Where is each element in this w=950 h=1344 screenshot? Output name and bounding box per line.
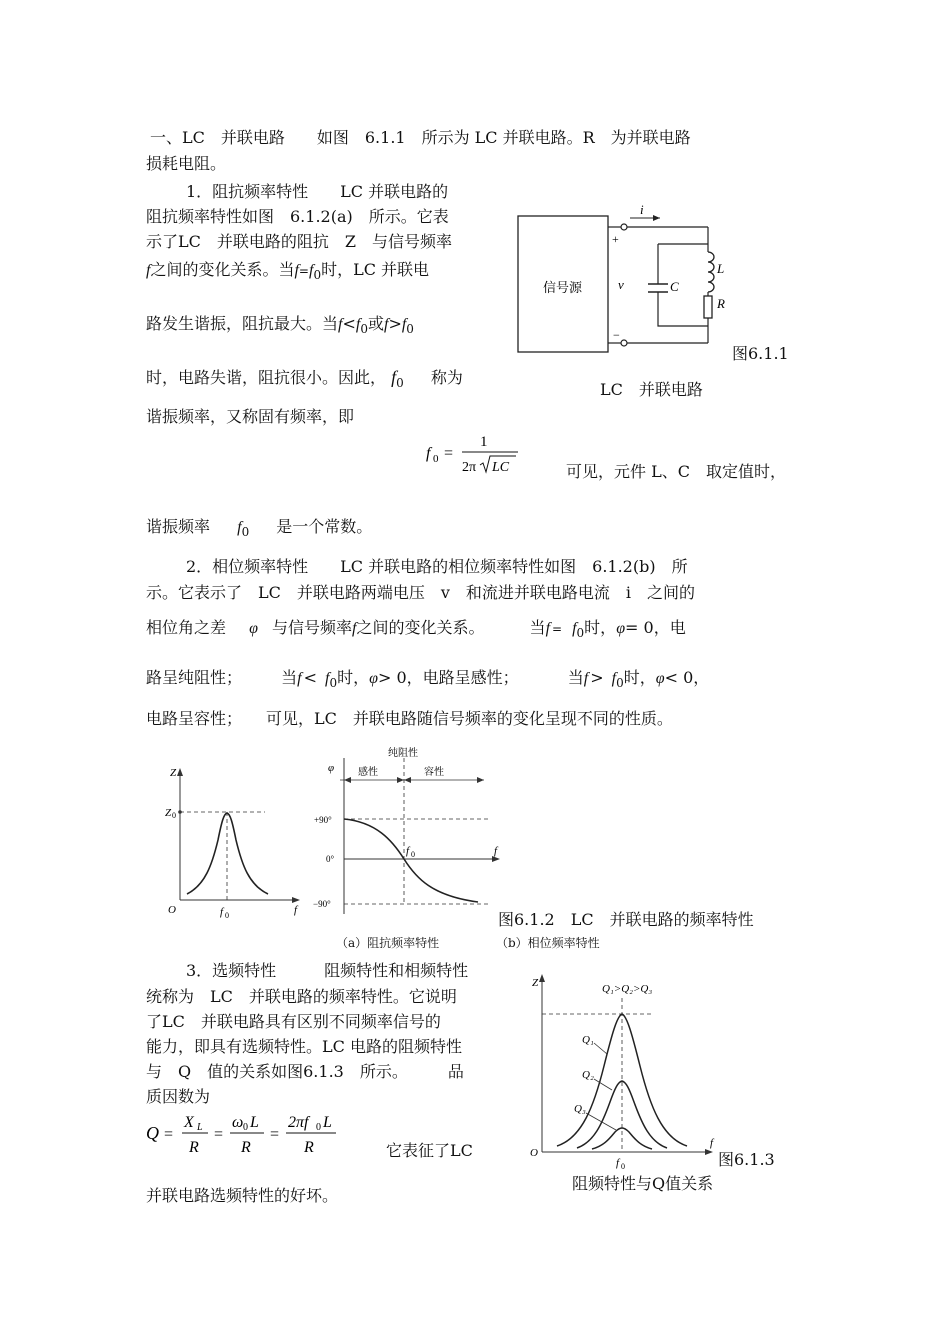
x-axis-label: f: [494, 845, 498, 857]
twopif-numerator: 2πf: [288, 1114, 309, 1131]
q3-label: Q₃: [574, 1103, 586, 1115]
formula-lhs: f: [426, 445, 431, 462]
q3-leader: [586, 1113, 616, 1130]
r-denominator: R: [304, 1139, 314, 1156]
formula-eq: =: [444, 445, 454, 462]
symbol-sub0: 0: [576, 626, 585, 641]
origin-label: O: [530, 1147, 538, 1159]
terminal-bottom: [621, 340, 627, 346]
q-relation-label: Q₁>Q₂>Q₃: [602, 983, 653, 995]
phase-line4-text-d: > 0，电路呈感性；: [377, 668, 519, 687]
phase-line3: [146, 620, 686, 639]
capacitive-label: 容性: [424, 767, 444, 778]
impedance-line8: [146, 519, 372, 538]
origin-label: O: [168, 904, 176, 916]
impedance-line7: 谐振频率，又称固有频率，即: [146, 407, 355, 426]
impedance-line1: 1．阻抗频率特性 LC 并联电路的: [186, 182, 449, 201]
zero-label: 0°: [326, 854, 335, 864]
phase-line4-text-a: 路呈纯阻性；: [146, 668, 243, 687]
symbol-f: f: [146, 262, 151, 279]
current-label: i: [640, 202, 644, 217]
voltage-label: v: [618, 277, 624, 292]
inductive-label: 感性: [358, 767, 378, 778]
xl-sub: L: [197, 1122, 203, 1133]
symbol-f: f: [583, 670, 589, 687]
q-factor-chart: [522, 966, 722, 1172]
circuit-diagram: [516, 196, 746, 358]
impedance-line8-text-a: 谐振频率: [146, 517, 211, 536]
phase-line5: 电路呈容性； 可见，LC 并联电路随信号频率的变化呈现不同的性质。: [146, 709, 673, 728]
impedance-line4-text-b: 时，LC 并联电: [321, 260, 430, 279]
f0-sub: 0: [225, 911, 229, 920]
impedance-line4: [146, 262, 429, 281]
current-arrowhead: [653, 215, 660, 221]
symbol-lt: <: [303, 668, 317, 687]
z0-label: Z: [165, 807, 172, 819]
symbol-f0: f: [355, 316, 361, 333]
f0-label: f: [616, 1157, 620, 1169]
phase-line4-text-e: 当: [567, 668, 584, 687]
phase-line3-text-d: 当: [529, 618, 546, 637]
impedance-after-formula: 可见，元件 L、C 取定值时，: [566, 462, 786, 481]
q1-label: Q₁: [582, 1034, 594, 1046]
symbol-phi: φ: [655, 670, 665, 687]
omega-tail: L: [250, 1114, 259, 1131]
impedance-line5: [146, 316, 414, 335]
symbol-f0: f: [324, 670, 330, 687]
symbol-sub0: 0: [616, 676, 624, 691]
inductor-coil: [708, 252, 714, 292]
x-axis-label: f: [710, 1137, 714, 1149]
impedance-line6-text-b: 称为: [430, 368, 463, 387]
symbol-sub0: 0: [406, 322, 414, 337]
phase-line1: 2．相位频率特性 LC 并联电路的相位频率特性如图 6.1.2(b) 所: [186, 557, 688, 576]
phase-line4-text-c: 时，: [337, 668, 370, 687]
plus-sign: +: [612, 232, 619, 246]
selectivity-line4: 能力，即具有选频特性。LC 电路的阻频特性: [146, 1037, 462, 1056]
omega-sub: 0: [243, 1122, 248, 1133]
plus90-label: +90°: [314, 815, 332, 825]
f0-label: f: [406, 845, 410, 857]
symbol-f: f: [383, 316, 389, 333]
phase-line4-text-b: 当: [281, 668, 298, 687]
r-denominator: R: [189, 1139, 199, 1156]
signal-source-label: 信号源: [543, 280, 583, 295]
symbol-phi: φ: [616, 620, 626, 637]
q1-leader: [594, 1043, 607, 1054]
inductor-label: L: [717, 261, 725, 276]
resistor: [704, 296, 712, 318]
eq-symbol: =: [270, 1126, 280, 1143]
symbol-phi: φ: [369, 670, 378, 687]
impedance-line6: [146, 368, 463, 389]
impedance-line5-or: 或: [367, 314, 384, 333]
symbol-f0: f: [308, 262, 314, 279]
terminal-top: [621, 224, 627, 230]
fig612b-caption: （b）相位频率特性: [496, 936, 600, 950]
x-axis-arrow: [705, 1149, 713, 1155]
impedance-curve: [187, 813, 268, 894]
impedance-line4-text-a: 之间的变化关系。当: [150, 260, 295, 279]
phase-curve: [344, 819, 478, 902]
phase-line3-text-e: 时，: [584, 618, 617, 637]
branch-wires: [658, 244, 708, 326]
selectivity-line3: 了LC 并联电路具有区别不同频率信号的: [146, 1012, 441, 1031]
phase-frequency-chart: [306, 744, 504, 922]
formula-sub: 0: [433, 453, 439, 465]
phase-line3-text-b: 与信号频率: [271, 618, 352, 637]
symbol-phi: φ: [249, 620, 258, 637]
symbol-f: f: [545, 620, 551, 637]
f0-sub: 0: [411, 850, 415, 859]
y-axis-arrow: [177, 768, 183, 776]
y-axis-arrow: [539, 974, 545, 982]
fig613-caption-title: 阻频特性与Q值关系: [572, 1174, 714, 1193]
r-denominator: R: [241, 1139, 251, 1156]
selectivity-line5: 与 Q 值的关系如图6.1.3 所示。 品: [146, 1062, 464, 1081]
symbol-gt: >: [388, 314, 402, 333]
selectivity-line6: 质因数为: [146, 1087, 211, 1106]
minus90-label: −90°: [313, 899, 331, 909]
eq-symbol: =: [164, 1126, 174, 1143]
xl-numerator: X: [184, 1114, 194, 1131]
minus-sign: −: [613, 328, 620, 342]
pure-resistive-label: 纯阻性: [388, 748, 418, 759]
twopif-tail: L: [323, 1114, 332, 1131]
f0-label: f: [220, 906, 224, 918]
omega-numerator: ω: [232, 1114, 244, 1131]
symbol-f: f: [351, 620, 357, 637]
symbol-f: f: [297, 670, 302, 687]
z0-sub: 0: [172, 811, 176, 820]
formula-den-root: LC: [492, 460, 510, 475]
selectivity-after-formula: 它表征了LC: [386, 1141, 473, 1160]
symbol-f: f: [338, 316, 343, 333]
capacitor-label: C: [670, 279, 679, 294]
impedance-line5-text-a: 路发生谐振，阻抗最大。当: [146, 314, 339, 333]
impedance-line3: 示了LC 并联电路的阻抗 Z 与信号频率: [146, 232, 452, 251]
quality-factor-formula: [144, 1108, 344, 1160]
symbol-f0: f: [611, 670, 617, 687]
x-axis-arrow: [292, 897, 300, 903]
selectivity-line1: 3．选频特性 阻频特性和相频特性: [186, 961, 469, 980]
symbol-f0: f: [237, 519, 242, 536]
eq-symbol: =: [214, 1126, 224, 1143]
symbol-sub0: 0: [360, 322, 368, 337]
formula-num: 1: [480, 434, 488, 450]
section-title-line2: 损耗电阻。: [146, 154, 227, 173]
impedance-line2: 阻抗频率特性如图 6.1.2(a) 所示。它表: [146, 207, 449, 226]
phase-line3-text-c: 之间的变化关系。: [356, 618, 485, 637]
formula-den-prefix: 2π: [462, 460, 477, 475]
symbol-sub0: 0: [241, 525, 250, 540]
impedance-frequency-chart: [160, 760, 310, 920]
q-symbol: Q: [146, 1123, 159, 1143]
symbol-eq: =: [298, 264, 309, 278]
selectivity-line2: 统称为 LC 并联电路的频率特性。它说明: [146, 987, 457, 1006]
impedance-line6-text-a: 时，电路失谐，阻抗很小。因此，: [146, 368, 387, 387]
symbol-f: f: [294, 262, 299, 279]
fig612a-caption: （a）阻抗频率特性: [336, 936, 440, 950]
section-title-line1: 一、LC 并联电路 如图 6.1.1 所示为 LC 并联电路。R 为并联电路: [150, 128, 691, 147]
symbol-f0: f: [401, 316, 407, 333]
symbol-sub0: 0: [396, 376, 404, 391]
selectivity-last-line: 并联电路选频特性的好坏。: [146, 1186, 339, 1205]
phase-line3-text-a: 相位角之差: [146, 618, 227, 637]
symbol-lt: <: [342, 314, 356, 333]
fig612-caption: 图6.1.2 LC 并联电路的频率特性: [498, 910, 754, 929]
f0-sub: 0: [621, 1162, 625, 1171]
symbol-f0: f: [572, 620, 577, 637]
resonance-formula: [424, 428, 524, 478]
q2-label: Q₂: [582, 1069, 594, 1081]
y-axis-label: φ: [328, 762, 335, 774]
phase-line4-text-f: 时，: [623, 668, 656, 687]
symbol-sub0: 0: [329, 676, 338, 691]
y-axis-label: Z: [170, 767, 177, 779]
impedance-line8-text-b: 是一个常数。: [276, 517, 373, 536]
twopif-sub: 0: [316, 1122, 321, 1133]
phase-line4: [146, 670, 709, 689]
phase-line3-text-f: = 0，电: [625, 618, 686, 637]
phase-line4-text-g: < 0，: [664, 668, 710, 687]
symbol-f0: f: [391, 367, 397, 387]
fig611-caption-title: LC 并联电路: [600, 380, 703, 399]
resistor-label: R: [717, 296, 725, 311]
fig611-caption-number: 图6.1.1: [732, 344, 789, 363]
symbol-gt: >: [590, 668, 604, 687]
phase-line2: 示。它表示了 LC 并联电路两端电压 v 和流进并联电路电流 i 之间的: [146, 583, 696, 602]
symbol-eq: =: [552, 622, 563, 636]
symbol-sub0: 0: [313, 268, 322, 283]
x-axis-label: f: [294, 904, 298, 916]
y-axis-label: Z: [532, 977, 539, 989]
fig613-caption-number: 图6.1.3: [718, 1150, 775, 1169]
q2-leader: [594, 1079, 612, 1090]
